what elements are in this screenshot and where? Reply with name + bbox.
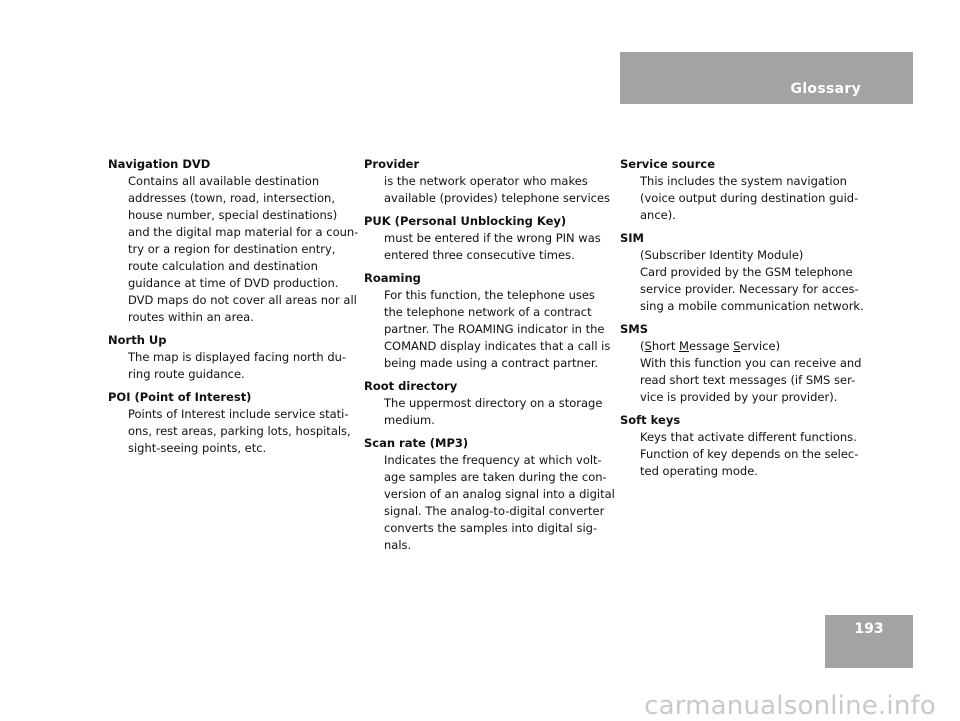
definition-line: age samples are taken during the con-	[384, 470, 607, 484]
glossary-entry	[108, 156, 359, 326]
glossary-term: Roaming	[364, 271, 421, 285]
definition-line: and the digital map material for a coun-	[128, 225, 359, 239]
glossary-entry	[108, 332, 356, 383]
glossary-column-3	[620, 156, 868, 486]
glossary-definition	[364, 173, 612, 207]
definition-line: (Short Message Service)	[640, 339, 781, 353]
glossary-entry	[364, 213, 612, 264]
watermark-text: carmanualsonline.info	[644, 691, 936, 721]
glossary-term: SIM	[620, 231, 645, 245]
glossary-definition	[620, 429, 868, 480]
glossary-entry	[108, 389, 356, 457]
definition-line: read short text messages (if SMS ser-	[640, 373, 856, 387]
definition-line: With this function you can receive and	[640, 356, 862, 370]
definition-line: signal. The analog-to-digital converter	[384, 504, 605, 518]
definition-line: available (provides) telephone services	[384, 191, 611, 205]
glossary-definition	[108, 349, 356, 383]
glossary-entry	[620, 321, 868, 406]
definition-line: route calculation and destination	[128, 259, 318, 273]
definition-line: try or a region for destination entry,	[128, 242, 336, 256]
definition-line: guidance at time of DVD production.	[128, 276, 339, 290]
page-number: 193	[854, 621, 884, 637]
definition-line: routes within an area.	[128, 310, 254, 324]
definition-line: (Subscriber Identity Module)	[640, 248, 804, 262]
glossary-entry	[364, 435, 615, 554]
definition-line: is the network operator who makes	[384, 174, 588, 188]
glossary-definition	[364, 230, 612, 264]
definition-line: ring route guidance.	[128, 367, 245, 381]
definition-line: sight-seeing points, etc.	[128, 441, 267, 455]
page-number-box	[825, 615, 913, 668]
definition-line: ance).	[640, 208, 676, 222]
glossary-definition	[108, 173, 359, 326]
definition-line: the telephone network of a contract	[384, 305, 592, 319]
definition-line: Points of Interest include service stati-	[128, 407, 349, 421]
definition-line: The uppermost directory on a storage	[384, 396, 603, 410]
definition-line: entered three consecutive times.	[384, 248, 575, 262]
definition-line: addresses (town, road, intersection,	[128, 191, 335, 205]
definition-line: ted operating mode.	[640, 464, 758, 478]
glossary-definition	[108, 406, 356, 457]
definition-line: medium.	[384, 413, 435, 427]
definition-line: service provider. Necessary for acces-	[640, 282, 859, 296]
glossary-entry	[620, 412, 868, 480]
glossary-definition	[620, 247, 868, 315]
definition-line: Keys that activate different functions.	[640, 430, 857, 444]
glossary-term: Soft keys	[620, 413, 681, 427]
definition-line: The map is displayed facing north du-	[128, 350, 347, 364]
definition-line: ons, rest areas, parking lots, hospitals,	[128, 424, 351, 438]
glossary-definition	[364, 395, 612, 429]
definition-line: nals.	[384, 538, 412, 552]
glossary-definition	[620, 338, 868, 406]
glossary-term: Navigation DVD	[108, 157, 211, 171]
definition-line: house number, special destinations)	[128, 208, 338, 222]
definition-line: being made using a contract partner.	[384, 356, 599, 370]
definition-line: DVD maps do not cover all areas nor all	[128, 293, 357, 307]
definition-line: Card provided by the GSM telephone	[640, 265, 853, 279]
glossary-term: Root directory	[364, 379, 458, 393]
glossary-entry	[364, 270, 612, 372]
definition-line: Function of key depends on the selec-	[640, 447, 859, 461]
glossary-column-2	[364, 156, 615, 560]
definition-line: Indicates the frequency at which volt-	[384, 453, 602, 467]
glossary-column-1	[108, 156, 359, 463]
glossary-entry	[620, 230, 868, 315]
glossary-entry	[364, 156, 612, 207]
glossary-definition	[620, 173, 868, 224]
glossary-definition	[364, 287, 612, 372]
glossary-term: Provider	[364, 157, 420, 171]
glossary-entry	[364, 378, 612, 429]
definition-line: For this function, the telephone uses	[384, 288, 595, 302]
section-header	[620, 52, 913, 104]
glossary-term: PUK (Personal Unblocking Key)	[364, 214, 567, 228]
section-title: Glossary	[790, 81, 861, 97]
definition-line: must be entered if the wrong PIN was	[384, 231, 601, 245]
glossary-term: Service source	[620, 157, 716, 171]
glossary-term: POI (Point of Interest)	[108, 390, 252, 404]
glossary-term: North Up	[108, 333, 167, 347]
definition-line: vice is provided by your provider).	[640, 390, 838, 404]
definition-line: sing a mobile communication network.	[640, 299, 864, 313]
glossary-entry	[620, 156, 868, 224]
definition-line: (voice output during destination guid-	[640, 191, 859, 205]
definition-line: partner. The ROAMING indicator in the	[384, 322, 605, 336]
definition-line: This includes the system navigation	[640, 174, 847, 188]
definition-line: COMAND display indicates that a call is	[384, 339, 611, 353]
definition-line: version of an analog signal into a digital	[384, 487, 615, 501]
definition-line: converts the samples into digital sig-	[384, 521, 598, 535]
glossary-term: Scan rate (MP3)	[364, 436, 469, 450]
glossary-definition	[364, 452, 615, 554]
definition-line: Contains all available destination	[128, 174, 320, 188]
glossary-term: SMS	[620, 322, 649, 336]
